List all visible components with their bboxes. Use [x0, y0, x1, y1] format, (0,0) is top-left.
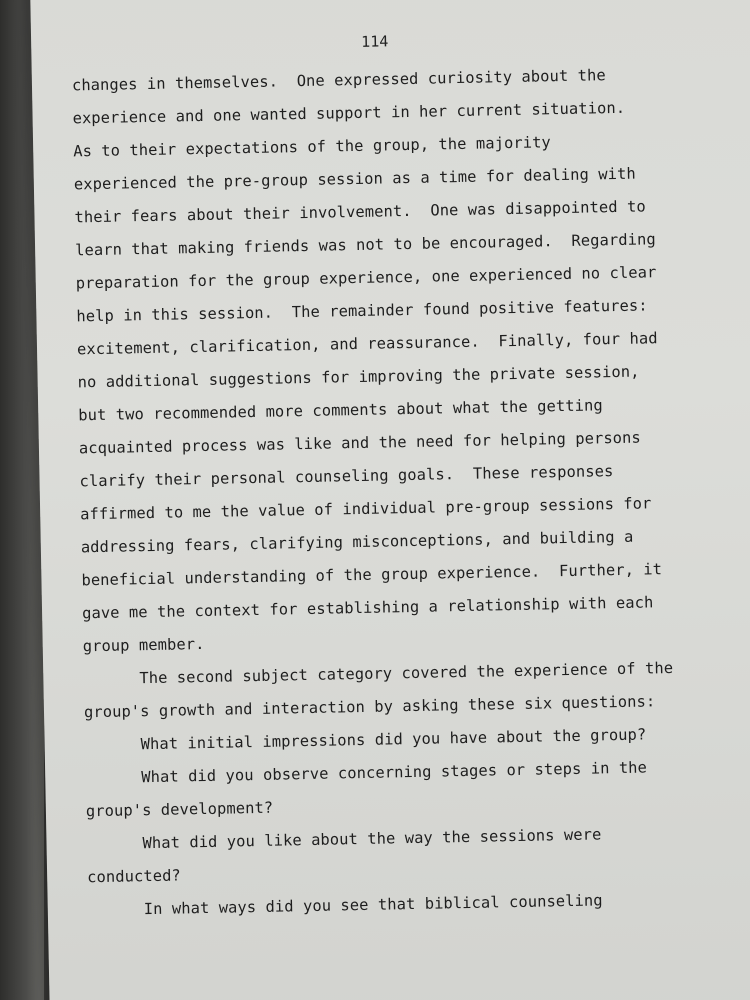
text-line: preparation for the group experience, one experienced no clear — [75, 263, 657, 293]
page-number: 114 — [361, 32, 389, 51]
text-line: but two recommended more comments about what the getting — [78, 396, 603, 425]
text-line: excitement, clarification, and reassurance. Finally, four had — [76, 329, 658, 359]
text-line: experienced the pre-group session as a time for dealing with — [73, 164, 636, 194]
text-line: help in this session. The remainder found positive features: — [76, 296, 648, 326]
question-continuation-line: group's development? — [85, 798, 274, 821]
text-line: addressing fears, clarifying misconceptions, and building a — [80, 527, 634, 557]
question-line: What did you like about the way the sessions were — [142, 825, 602, 853]
text-line: group member. — [82, 634, 205, 656]
text-line: As to their expectations of the group, the majority — [73, 133, 552, 161]
text-line: gave me the context for establishing a relationship with each — [81, 593, 654, 623]
text-line: clarify their personal counseling goals. These responses — [79, 462, 614, 491]
document-page — [30, 0, 750, 1000]
question-continuation-line: conducted? — [87, 866, 182, 887]
text-line: experience and one wanted support in her current situation. — [72, 98, 626, 128]
text-line: affirmed to me the value of individual pre-group sessions for — [80, 494, 652, 524]
paragraph-start-line: The second subject category covered the experience of the — [139, 658, 674, 688]
text-line: acquainted process was like and the need for helping persons — [78, 428, 641, 458]
text-line: group's growth and interaction by asking these six questions: — [83, 692, 656, 722]
text-line: beneficial understanding of the group experience. Further, it — [81, 560, 663, 590]
text-line: their fears about their involvement. One was disappointed to — [74, 197, 646, 227]
body-text — [72, 57, 728, 927]
text-line: learn that making friends was not to be encouraged. Regarding — [74, 230, 656, 260]
question-line: What did you observe concerning stages or steps in the — [141, 758, 648, 787]
question-line: In what ways did you see that biblical counseling — [143, 891, 603, 919]
text-line: no additional suggestions for improving the private session, — [77, 362, 640, 392]
question-line: What initial impressions did you have about the group? — [140, 725, 647, 754]
text-line: changes in themselves. One expressed curiosity about the — [71, 66, 606, 95]
